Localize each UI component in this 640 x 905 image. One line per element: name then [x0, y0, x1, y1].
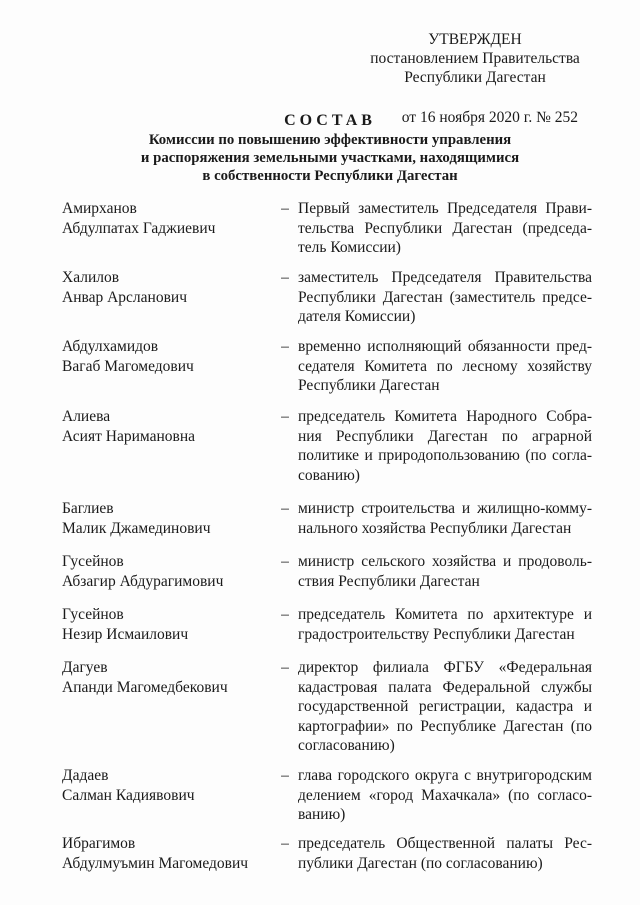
member-role: председатель Комитета Народного Собра-ния Республики Дагестан по аграрной политике и природопользованию (по согла-сованию): [298, 408, 592, 484]
member-given-name: Вагаб Магомедович: [62, 357, 194, 375]
title-line-2: и распоряжения земельными участками, находящимися: [140, 150, 520, 166]
member-role: министр сельского хозяйства и продоволь-ствия Республики Дагестан: [298, 553, 592, 590]
member-given-name: Незир Исмаилович: [62, 625, 189, 643]
member-given-name: Абзагир Абдурагимович: [62, 572, 224, 590]
title-main: СОСТАВ: [284, 112, 376, 129]
member-given-name: Малик Джамединович: [62, 519, 211, 537]
member-surname: Дадаев: [62, 767, 109, 784]
member-name: [62, 268, 272, 337]
title-line-3: в собственности Республики Дагестан: [202, 168, 458, 184]
member-surname: Баглиев: [62, 500, 114, 517]
member-entry: [62, 605, 592, 658]
approval-date: от 16 ноября 2020 г. № 252: [401, 109, 578, 126]
member-name: [62, 407, 272, 499]
member-given-name: Абдулмуъмин Магомедович: [62, 854, 249, 872]
member-entry: [62, 268, 592, 337]
member-dash: –: [281, 500, 289, 517]
member-dash: –: [281, 269, 289, 286]
member-given-name: Анвар Арсланович: [62, 288, 187, 306]
member-name: [62, 199, 272, 268]
document-title: [60, 111, 600, 185]
member-name: [62, 766, 272, 834]
member-entry: [62, 499, 592, 552]
member-entry: [62, 552, 592, 605]
member-entry: [62, 658, 592, 766]
member-role: председатель Комитета по архитектуре и градостроительству Республики Дагестан: [298, 606, 592, 643]
member-name: [62, 499, 272, 552]
member-given-name: Апанди Магомедбекович: [62, 678, 228, 696]
member-dash: –: [281, 200, 289, 217]
approval-heading: УТВЕРЖДЕН: [428, 31, 522, 48]
member-role: Первый заместитель Председателя Прави-тельства Республики Дагестан (председа-тель Комиссии): [298, 200, 592, 256]
member-surname: Халилов: [62, 269, 120, 286]
member-name: [62, 605, 272, 658]
member-surname: Ибрагимов: [62, 835, 136, 852]
member-dash: –: [281, 553, 289, 570]
member-role: министр строительства и жилищно-комму-нального хозяйства Республики Дагестан: [298, 500, 592, 537]
member-entry: [62, 337, 592, 407]
member-entry: [62, 766, 592, 834]
member-dash: –: [281, 767, 289, 784]
member-entry: [62, 834, 592, 884]
members-list: [62, 199, 592, 884]
member-given-name: Салман Кадиявович: [62, 786, 195, 804]
member-surname: Гусейнов: [62, 553, 124, 570]
member-role: председатель Общественной палаты Рес-публики Дагестан (по согласованию): [298, 835, 592, 872]
member-given-name: Асият Наримановна: [62, 427, 195, 445]
member-dash: –: [281, 835, 289, 852]
title-line-1: Комиссии по повышению эффективности управления: [148, 132, 512, 148]
member-role: временно исполняющий обязанности пред-седателя Комитета по лесному хозяйству Республики Дагестан: [298, 338, 592, 394]
member-role: заместитель Председателя Правительства Республики Дагестан (заместитель предсе-дателя Комиссии): [298, 269, 592, 325]
approval-region: Республики Дагестан: [404, 69, 546, 86]
member-name: [62, 337, 272, 407]
member-given-name: Абдулпатах Гаджиевич: [62, 219, 216, 237]
member-surname: Алиева: [62, 408, 111, 425]
member-dash: –: [281, 659, 289, 676]
member-role: директор филиала ФГБУ «Федеральная кадастровая палата Федеральной службы государственной регистрации, кадастра и картографии» по Республике Дагестан (по согласованию): [298, 659, 592, 754]
member-surname: Гусейнов: [62, 606, 124, 623]
member-name: [62, 834, 272, 884]
member-dash: –: [281, 606, 289, 623]
member-entry: [62, 199, 592, 268]
member-surname: Амирханов: [62, 200, 137, 217]
member-name: [62, 658, 272, 766]
member-dash: –: [281, 408, 289, 425]
member-dash: –: [281, 338, 289, 355]
member-name: [62, 552, 272, 605]
member-entry: [62, 407, 592, 499]
member-role: глава городского округа с внутригородским делением «город Махачкала» (по согласо-ванию): [298, 767, 592, 823]
approval-authority: постановлением Правительства: [370, 50, 580, 67]
member-surname: Дагуев: [62, 659, 108, 676]
member-surname: Абдулхамидов: [62, 338, 159, 355]
